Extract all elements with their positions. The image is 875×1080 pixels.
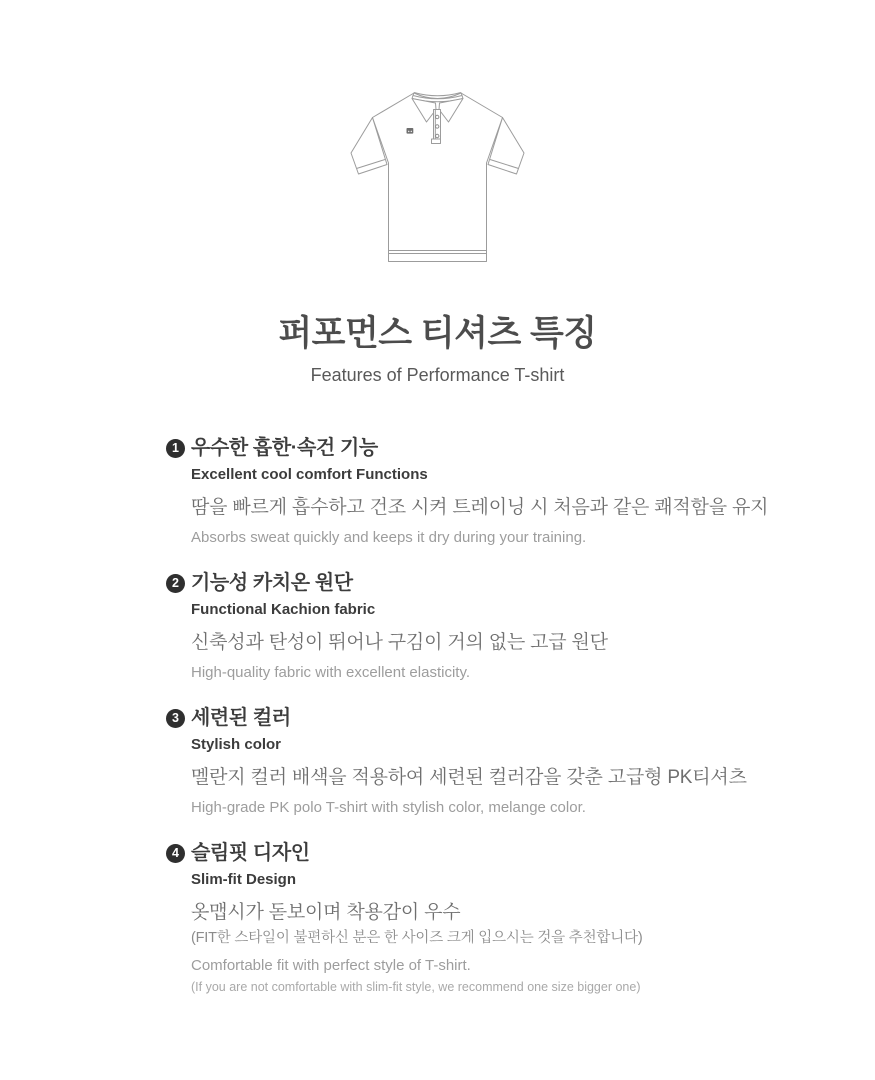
feature-2-desc-en: High-quality fabric with excellent elasticity. [191,664,471,681]
feature-2-heading-row [166,573,786,594]
feature-item-2 [166,573,786,682]
feature-2-heading-en: Functional Kachion fabric [191,601,376,618]
feature-2-heading-ko: 기능성 카치온 원단 [191,572,353,594]
feature-2-desc-ko: 신축성과 탄성이 뛰어나 구김이 거의 없는 고급 원단 [191,632,608,653]
feature-3-heading-ko: 세련된 컬러 [191,707,291,729]
feature-item-3 [166,708,786,817]
chest-logo-dot-2 [411,131,413,133]
feature-4-note-en: (If you are not comfortable with slim-fit style, we recommend one size bigger one) [191,980,641,994]
polo-shirt-svg [348,90,528,262]
chest-logo-dot-1 [408,131,410,133]
feature-3-desc-en: High-grade PK polo T-shirt with stylish color, melange color. [191,799,586,816]
feature-1-desc-en: Absorbs sweat quickly and keeps it dry during your training. [191,529,587,546]
number-badge-3: 3 [166,709,185,728]
feature-item-1 [166,438,786,547]
feature-4-desc-ko: 옷맵시가 돋보이며 착용감이 우수 [191,902,461,923]
feature-1-heading-ko: 우수한 흡한·속건 기능 [191,437,378,459]
feature-1-desc-ko: 땀을 빠르게 흡수하고 건조 시켜 트레이닝 시 처음과 같은 쾌적함을 유지 [191,497,769,518]
feature-4-heading-en: Slim-fit Design [191,871,297,888]
number-badge-2: 2 [166,574,185,593]
feature-4-heading-row [166,843,786,864]
feature-3-heading-en: Stylish color [191,736,282,753]
feature-4-desc-en: Comfortable fit with perfect style of T-shirt. [191,957,471,974]
feature-item-4 [166,843,786,995]
feature-1-heading-en: Excellent cool comfort Functions [191,466,428,483]
polo-shirt-illustration [348,90,528,262]
number-badge-1: 1 [166,439,185,458]
feature-4-note-ko: (FIT한 스타일이 불편하신 분은 한 사이즈 크게 입으시는 것을 추천합니다) [191,930,643,946]
title-block [0,314,875,386]
feature-list [166,438,786,1021]
chest-logo [407,128,414,134]
feature-3-heading-row [166,708,786,729]
feature-3-desc-ko: 멜란지 컬러 배색을 적용하여 세련된 컬러감을 갖춘 고급형 PK티셔츠 [191,767,747,788]
feature-4-heading-ko: 슬림핏 디자인 [191,842,310,864]
page-title: 퍼포먼스 티셔츠 특징 [278,314,597,353]
placket-bottom-tab [432,139,441,144]
number-badge-4: 4 [166,844,185,863]
page-subtitle: Features of Performance T-shirt [310,365,565,385]
feature-1-heading-row [166,438,786,459]
